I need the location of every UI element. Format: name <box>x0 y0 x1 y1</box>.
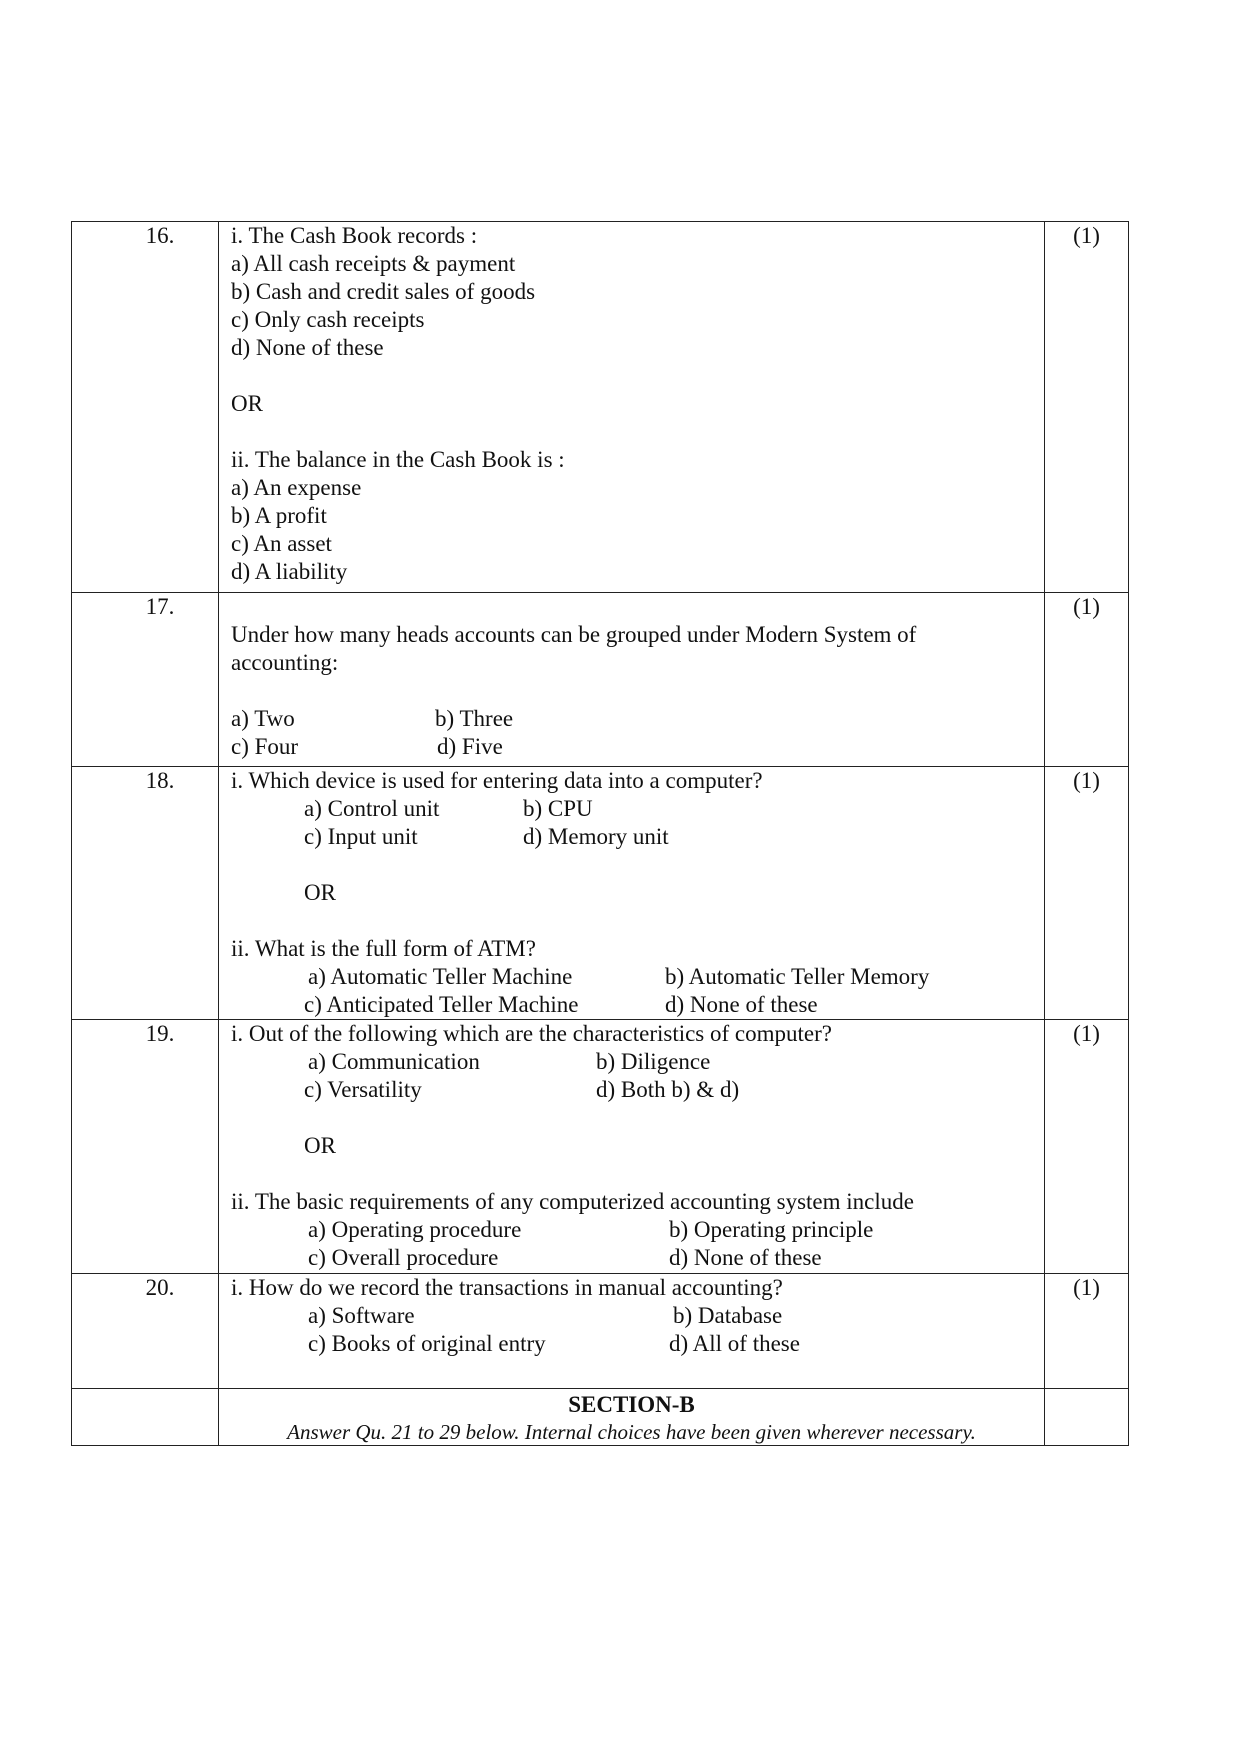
option: c) Overall procedure <box>308 1245 499 1270</box>
option: d) None of these <box>231 335 384 360</box>
option: c) An asset <box>231 531 332 556</box>
option: c) Books of original entry <box>308 1331 546 1356</box>
question-number-cell <box>72 1274 219 1389</box>
option: b) Automatic Teller Memory <box>665 964 930 989</box>
question-table <box>71 221 1129 1446</box>
question-number: 16. <box>145 223 175 248</box>
question-number: 17. <box>145 594 175 619</box>
question-stem: i. How do we record the transactions in manual accounting? <box>231 1275 783 1300</box>
option: a) Operating procedure <box>308 1217 522 1242</box>
option: c) Input unit <box>304 824 418 849</box>
section-marks-cell <box>1045 1389 1129 1446</box>
question-body <box>219 767 1045 1020</box>
option: a) Software <box>308 1303 415 1328</box>
question-number-cell <box>72 593 219 767</box>
marks-cell <box>1045 593 1129 767</box>
section-title: SECTION-B <box>568 1392 695 1417</box>
question-body <box>219 593 1045 767</box>
question-row-20 <box>72 1274 1129 1389</box>
marks: (1) <box>1073 768 1100 793</box>
option: d) A liability <box>231 559 348 584</box>
option: a) An expense <box>231 475 362 500</box>
question-number: 18. <box>145 768 175 793</box>
option: b) A profit <box>231 503 327 528</box>
question-stem: ii. The basic requirements of any computerized accounting system include <box>231 1189 914 1214</box>
option: a) Communication <box>308 1049 480 1074</box>
or-separator: OR <box>231 391 263 416</box>
marks-cell <box>1045 1274 1129 1389</box>
question-number: 19. <box>145 1021 175 1046</box>
option: c) Only cash receipts <box>231 307 425 332</box>
or-separator: OR <box>304 880 336 905</box>
option: b) Operating principle <box>669 1217 874 1242</box>
question-stem: Under how many heads accounts can be grouped under Modern System of <box>231 622 917 647</box>
option: b) CPU <box>523 796 593 821</box>
marks: (1) <box>1073 223 1100 248</box>
marks: (1) <box>1073 1275 1100 1300</box>
option: b) Diligence <box>596 1049 711 1074</box>
question-number: 20. <box>145 1275 175 1300</box>
option: d) Memory unit <box>523 824 669 849</box>
option: a) Control unit <box>304 796 440 821</box>
section-header <box>219 1389 1045 1446</box>
marks: (1) <box>1073 1021 1100 1046</box>
question-row-17 <box>72 593 1129 767</box>
question-stem: i. Out of the following which are the characteristics of computer? <box>231 1021 832 1046</box>
question-stem: i. Which device is used for entering data into a computer? <box>231 768 763 793</box>
option: a) Two <box>231 706 295 731</box>
option: d) None of these <box>665 992 818 1017</box>
option: d) None of these <box>669 1245 822 1270</box>
option: d) Five <box>437 734 503 759</box>
marks-cell <box>1045 222 1129 593</box>
question-number-cell <box>72 767 219 1020</box>
or-separator: OR <box>304 1133 336 1158</box>
section-instruction: Answer Qu. 21 to 29 below. Internal choices have been given wherever necessary. <box>287 1420 976 1444</box>
option: c) Versatility <box>304 1077 422 1102</box>
question-stem: ii. What is the full form of ATM? <box>231 936 536 961</box>
question-number-cell <box>72 222 219 593</box>
option: a) Automatic Teller Machine <box>308 964 573 989</box>
question-body <box>219 222 1045 593</box>
question-body <box>219 1020 1045 1274</box>
option: b) Database <box>673 1303 783 1328</box>
option: a) All cash receipts & payment <box>231 251 516 276</box>
question-stem: i. The Cash Book records : <box>231 223 478 248</box>
question-body <box>219 1274 1045 1389</box>
marks: (1) <box>1073 594 1100 619</box>
question-number-cell <box>72 1020 219 1274</box>
question-stem-cont: accounting: <box>231 650 339 675</box>
option: d) All of these <box>669 1331 800 1356</box>
option: c) Four <box>231 734 299 759</box>
question-stem: ii. The balance in the Cash Book is : <box>231 447 565 472</box>
question-row-19 <box>72 1020 1129 1274</box>
marks-cell <box>1045 1020 1129 1274</box>
section-row <box>72 1389 1129 1446</box>
question-row-18 <box>72 767 1129 1020</box>
question-row-16 <box>72 222 1129 593</box>
marks-cell <box>1045 767 1129 1020</box>
section-empty-cell <box>72 1389 219 1446</box>
option: b) Cash and credit sales of goods <box>231 279 536 304</box>
option: b) Three <box>435 706 514 731</box>
option: d) Both b) & d) <box>596 1077 740 1102</box>
option: c) Anticipated Teller Machine <box>304 992 579 1017</box>
